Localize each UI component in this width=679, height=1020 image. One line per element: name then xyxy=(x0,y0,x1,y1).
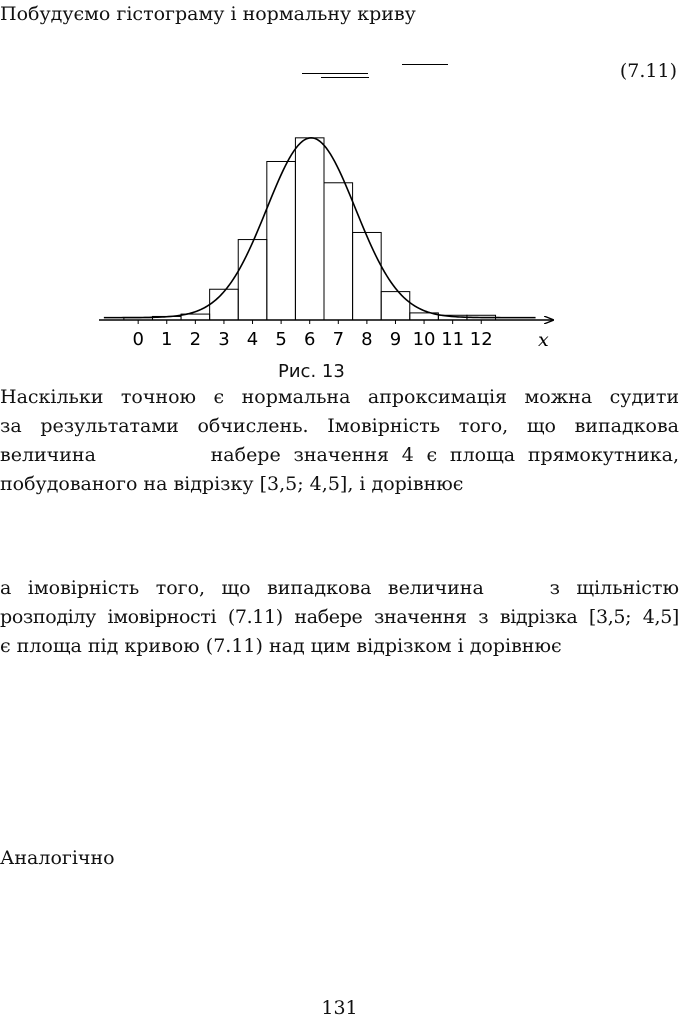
normal-curve xyxy=(104,138,536,318)
x-tick-label: 2 xyxy=(189,329,202,350)
histogram-bar xyxy=(324,183,353,320)
equation-number: (7.11) xyxy=(619,60,677,82)
formula-fraction-bar xyxy=(321,77,369,78)
x-tick-label: 4 xyxy=(246,329,259,350)
x-tick-label: 10 xyxy=(412,329,436,350)
paragraph1-line-1: Наскільки точною є нормальна апроксимація можна судити xyxy=(0,386,679,408)
x-tick-label: 3 xyxy=(218,329,230,350)
histogram-bar xyxy=(295,138,324,320)
analogously-text: Аналогічно xyxy=(0,847,115,869)
paragraph2-line-1: а імовірність того, що випадкова величина з щільністю xyxy=(0,577,679,599)
x-tick-label: 12 xyxy=(469,329,493,350)
histogram-bar xyxy=(381,292,410,320)
x-axis-label: x xyxy=(538,329,549,351)
histogram-bar xyxy=(353,232,382,320)
x-tick-label: 5 xyxy=(275,329,287,350)
histogram-chart xyxy=(95,120,565,360)
paragraph1-line-4: побудованого на відрізку [3,5; 4,5], і дорівнює xyxy=(0,473,464,495)
x-tick-label: 7 xyxy=(332,329,345,350)
paragraph1-line-3: величина набере значення 4 є площа прямокутника, xyxy=(0,444,679,466)
x-tick-label: 8 xyxy=(361,329,373,350)
histogram-bar xyxy=(238,240,267,320)
x-tick-label: 6 xyxy=(303,329,316,350)
paragraph2-line-2: розподілу імовірності (7.11) набере значення з відрізка [3,5; 4,5] xyxy=(0,606,679,628)
paragraph2-line-3: є площа під кривою (7.11) над цим відрізком і дорівнює xyxy=(0,635,562,657)
histogram-figure xyxy=(95,120,565,360)
formula-exponent-bar xyxy=(402,64,448,65)
page-number: 131 xyxy=(321,997,358,1019)
x-tick-label: 11 xyxy=(441,329,465,350)
formula-fraction-bar xyxy=(302,73,368,74)
x-tick-label: 0 xyxy=(132,329,144,350)
paragraph1-line-2: за результатами обчислень. Імовірність того, що випадкова xyxy=(0,415,679,437)
histogram-bar xyxy=(210,289,239,320)
figure-caption: Рис. 13 xyxy=(278,361,345,382)
histogram-bar xyxy=(267,161,296,320)
intro-line: Побудуємо гістограму і нормальну криву xyxy=(0,3,416,25)
x-tick-label: 1 xyxy=(161,329,173,350)
x-tick-label: 9 xyxy=(389,329,402,350)
